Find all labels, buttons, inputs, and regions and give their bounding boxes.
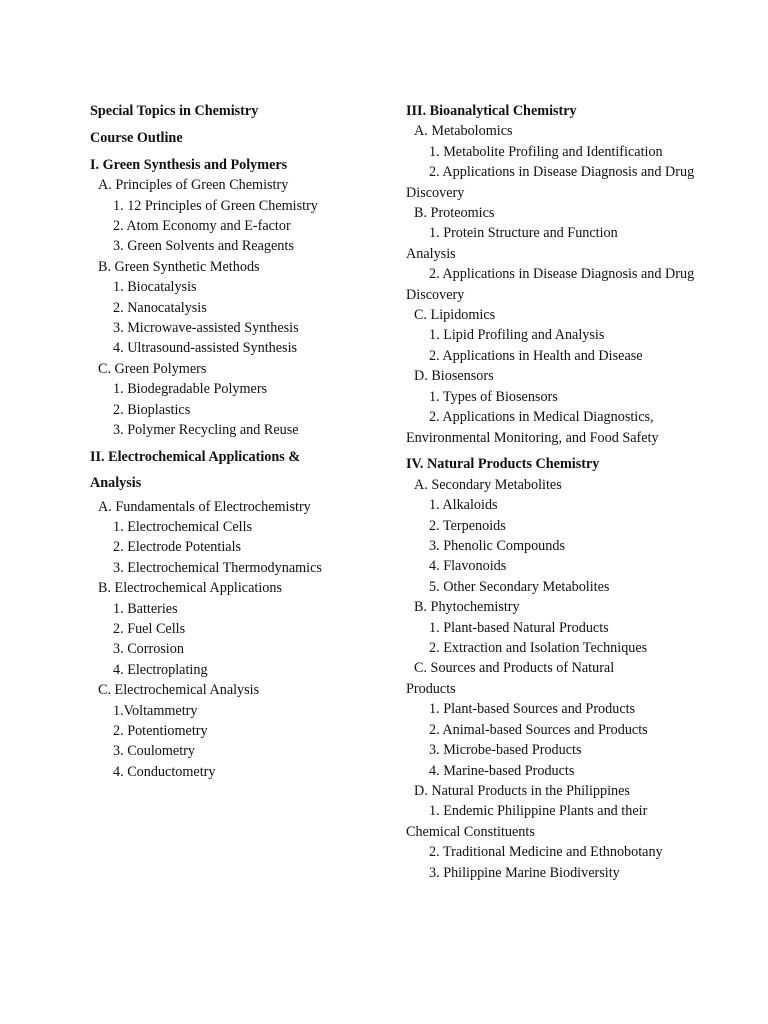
subsection-label: C. Sources and Products of Natural Products bbox=[406, 660, 615, 697]
subsection-label: C. Lipidomics bbox=[414, 307, 496, 324]
list-item: 2. Traditional Medicine and Ethnobotany bbox=[429, 844, 663, 861]
list-item: 2. Fuel Cells bbox=[113, 620, 186, 637]
section-heading-2-line1: II. Electrochemical Applications & bbox=[90, 448, 301, 465]
list-item: 3. Microwave-assisted Synthesis bbox=[113, 320, 299, 337]
list-item: 1. Metabolite Profiling and Identification bbox=[429, 143, 663, 160]
list-item: 2. Applications in Disease Diagnosis and Drug Discovery bbox=[406, 164, 695, 201]
subsection-label: D. Natural Products in the Philippines bbox=[414, 782, 630, 799]
subsection-label: B. Phytochemistry bbox=[414, 599, 520, 616]
document-subtitle: Course Outline bbox=[90, 129, 183, 146]
list-item: 3. Green Solvents and Reagents bbox=[113, 238, 294, 255]
section-heading-3: III. Bioanalytical Chemistry bbox=[406, 103, 577, 119]
list-item: 4. Marine-based Products bbox=[429, 762, 575, 779]
section-heading-4: IV. Natural Products Chemistry bbox=[406, 456, 600, 473]
subsection-label: D. Biosensors bbox=[414, 368, 494, 385]
list-item: 4. Conductometry bbox=[113, 763, 216, 780]
left-column bbox=[90, 101, 360, 782]
list-item: 1. Types of Biosensors bbox=[429, 388, 558, 405]
list-item: 2. Potentiometry bbox=[113, 722, 208, 739]
list-item: 3. Coulometry bbox=[113, 743, 195, 760]
list-item: 1. Electrochemical Cells bbox=[113, 518, 253, 535]
list-item: 1. Endemic Philippine Plants and their Chemical Constituents bbox=[406, 803, 648, 840]
list-item: 2. Animal-based Sources and Products bbox=[429, 721, 648, 738]
list-item: 2. Bioplastics bbox=[113, 401, 191, 418]
list-item: 1. Lipid Profiling and Analysis bbox=[429, 327, 605, 344]
list-item: 2. Applications in Health and Disease bbox=[429, 347, 643, 364]
list-item: 2. Terpenoids bbox=[429, 517, 506, 534]
list-item: 3. Corrosion bbox=[113, 641, 184, 658]
list-item: 3. Microbe-based Products bbox=[429, 742, 582, 759]
list-item: 4. Ultrasound-assisted Synthesis bbox=[113, 340, 298, 357]
list-item: 1. Plant-based Sources and Products bbox=[429, 701, 636, 718]
subsection-label: B. Green Synthetic Methods bbox=[98, 258, 260, 275]
list-item: 5. Other Secondary Metabolites bbox=[429, 578, 610, 595]
subsection-label: A. Principles of Green Chemistry bbox=[98, 177, 289, 194]
list-item: 1. Biodegradable Polymers bbox=[113, 381, 268, 398]
list-item: 2. Nanocatalysis bbox=[113, 299, 207, 316]
list-item: 2. Applications in Disease Diagnosis and Drug Discovery bbox=[406, 266, 695, 303]
section-heading-2-line2: Analysis bbox=[90, 475, 142, 491]
list-item: 2. Applications in Medical Diagnostics, Environmental Monitoring, and Food Safety bbox=[406, 409, 659, 446]
list-item: 2. Extraction and Isolation Techniques bbox=[429, 640, 648, 657]
subsection-label: C. Green Polymers bbox=[98, 360, 207, 377]
list-item: 1. Plant-based Natural Products bbox=[429, 619, 609, 636]
list-item: 1. Biocatalysis bbox=[113, 279, 197, 296]
list-item: 1. Alkaloids bbox=[429, 497, 498, 514]
document-title: Special Topics in Chemistry bbox=[90, 103, 259, 119]
subsection-label: C. Electrochemical Analysis bbox=[98, 682, 260, 699]
list-item: 1. Protein Structure and Function Analysis bbox=[406, 225, 618, 262]
list-item: 3. Philippine Marine Biodiversity bbox=[429, 864, 620, 881]
list-item: 1.Voltammetry bbox=[113, 702, 198, 719]
section-heading-1: I. Green Synthesis and Polymers bbox=[90, 156, 288, 173]
list-item: 2. Electrode Potentials bbox=[113, 539, 242, 556]
list-item: 3. Phenolic Compounds bbox=[429, 538, 565, 555]
list-item: 3. Polymer Recycling and Reuse bbox=[113, 422, 299, 439]
list-item: 3. Electrochemical Thermodynamics bbox=[113, 559, 322, 576]
subsection-label: B. Proteomics bbox=[414, 205, 495, 222]
list-item: 4. Flavonoids bbox=[429, 558, 507, 575]
subsection-label: A. Secondary Metabolites bbox=[414, 476, 562, 493]
list-item: 4. Electroplating bbox=[113, 661, 208, 678]
subsection-label: A. Fundamentals of Electrochemistry bbox=[98, 498, 311, 515]
subsection-label: B. Electrochemical Applications bbox=[98, 580, 282, 597]
list-item: 2. Atom Economy and E-factor bbox=[113, 218, 291, 235]
subsection-label: A. Metabolomics bbox=[414, 123, 513, 140]
right-column bbox=[406, 101, 696, 883]
list-item: 1. 12 Principles of Green Chemistry bbox=[113, 197, 318, 214]
list-item: 1. Batteries bbox=[113, 600, 178, 617]
